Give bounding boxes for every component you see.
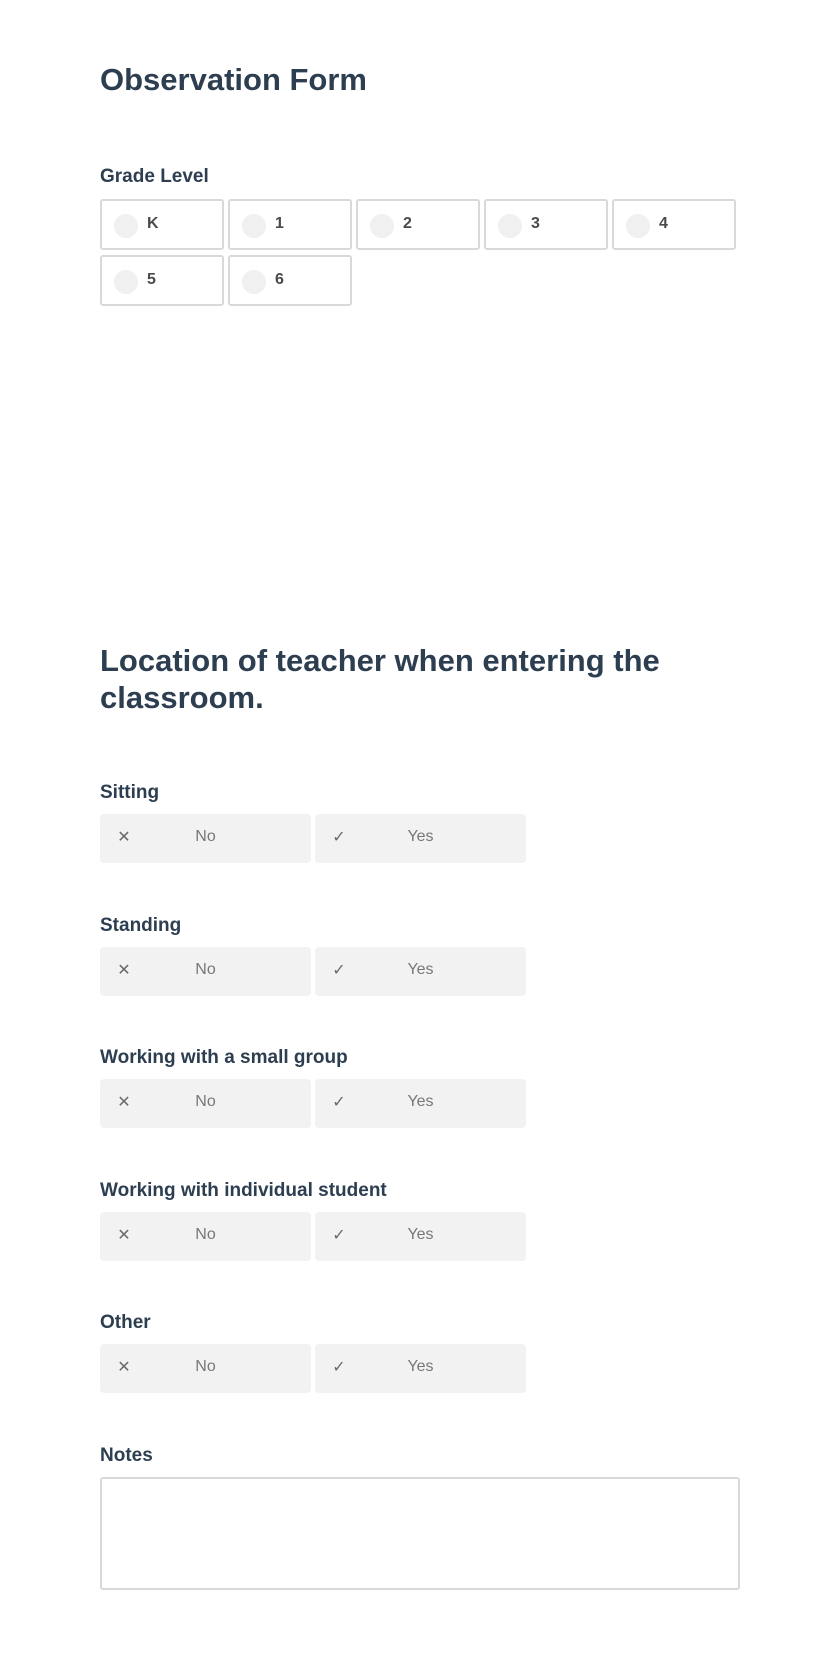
radio-icon xyxy=(242,214,266,238)
radio-icon xyxy=(498,214,522,238)
yes-button[interactable] xyxy=(315,1344,526,1393)
notes-field-wrapper xyxy=(100,1477,740,1590)
question-label-small-group: Working with a small group xyxy=(100,1047,348,1068)
grade-option-2[interactable] xyxy=(356,199,480,250)
check-icon: ✓ xyxy=(332,962,346,979)
grade-option-label: 5 xyxy=(147,271,156,288)
no-button[interactable] xyxy=(100,814,311,863)
no-button[interactable] xyxy=(100,1344,311,1393)
grade-option-label: 3 xyxy=(531,215,540,232)
close-icon: ✕ xyxy=(117,1094,131,1111)
radio-icon xyxy=(114,270,138,294)
question-label-standing: Standing xyxy=(100,915,182,936)
radio-icon xyxy=(114,214,138,238)
yes-label: Yes xyxy=(407,1358,434,1375)
close-icon: ✕ xyxy=(117,1227,131,1244)
no-button[interactable] xyxy=(100,947,311,996)
yes-button[interactable] xyxy=(315,1212,526,1261)
grade-option-1[interactable] xyxy=(228,199,352,250)
grade-option-label: 6 xyxy=(275,271,284,288)
grade-option-k[interactable] xyxy=(100,199,224,250)
yes-label: Yes xyxy=(407,828,434,845)
toggle-small-group xyxy=(100,1079,526,1128)
yes-button[interactable] xyxy=(315,814,526,863)
check-icon: ✓ xyxy=(332,829,346,846)
question-label-individual-student: Working with individual student xyxy=(100,1180,387,1201)
no-label: No xyxy=(195,961,216,978)
no-button[interactable] xyxy=(100,1079,311,1128)
no-label: No xyxy=(195,1226,216,1243)
grade-option-6[interactable] xyxy=(228,255,352,306)
close-icon: ✕ xyxy=(117,829,131,846)
grade-option-3[interactable] xyxy=(484,199,608,250)
grade-option-5[interactable] xyxy=(100,255,224,306)
yes-label: Yes xyxy=(407,1093,434,1110)
question-label-sitting: Sitting xyxy=(100,782,160,803)
close-icon: ✕ xyxy=(117,1359,131,1376)
check-icon: ✓ xyxy=(332,1359,346,1376)
toggle-standing xyxy=(100,947,526,996)
close-icon: ✕ xyxy=(117,962,131,979)
yes-label: Yes xyxy=(407,1226,434,1243)
radio-icon xyxy=(370,214,394,238)
grade-option-label: K xyxy=(147,215,159,232)
check-icon: ✓ xyxy=(332,1094,346,1111)
no-label: No xyxy=(195,828,216,845)
grade-option-label: 1 xyxy=(275,215,284,232)
radio-icon xyxy=(242,270,266,294)
no-label: No xyxy=(195,1093,216,1110)
check-icon: ✓ xyxy=(332,1227,346,1244)
toggle-sitting xyxy=(100,814,526,863)
notes-textarea[interactable] xyxy=(102,1479,738,1588)
toggle-other xyxy=(100,1344,526,1393)
grade-option-label: 2 xyxy=(403,215,412,232)
grade-option-label: 4 xyxy=(659,215,668,232)
yes-label: Yes xyxy=(407,961,434,978)
yes-button[interactable] xyxy=(315,1079,526,1128)
grade-level-label: Grade Level xyxy=(100,166,209,187)
page-title: Observation Form xyxy=(100,62,367,97)
section-heading: Location of teacher when entering the classroom. xyxy=(100,643,660,715)
no-button[interactable] xyxy=(100,1212,311,1261)
question-label-other: Other xyxy=(100,1312,151,1333)
radio-icon xyxy=(626,214,650,238)
toggle-individual-student xyxy=(100,1212,526,1261)
grade-option-4[interactable] xyxy=(612,199,736,250)
yes-button[interactable] xyxy=(315,947,526,996)
no-label: No xyxy=(195,1358,216,1375)
notes-label: Notes xyxy=(100,1445,153,1466)
